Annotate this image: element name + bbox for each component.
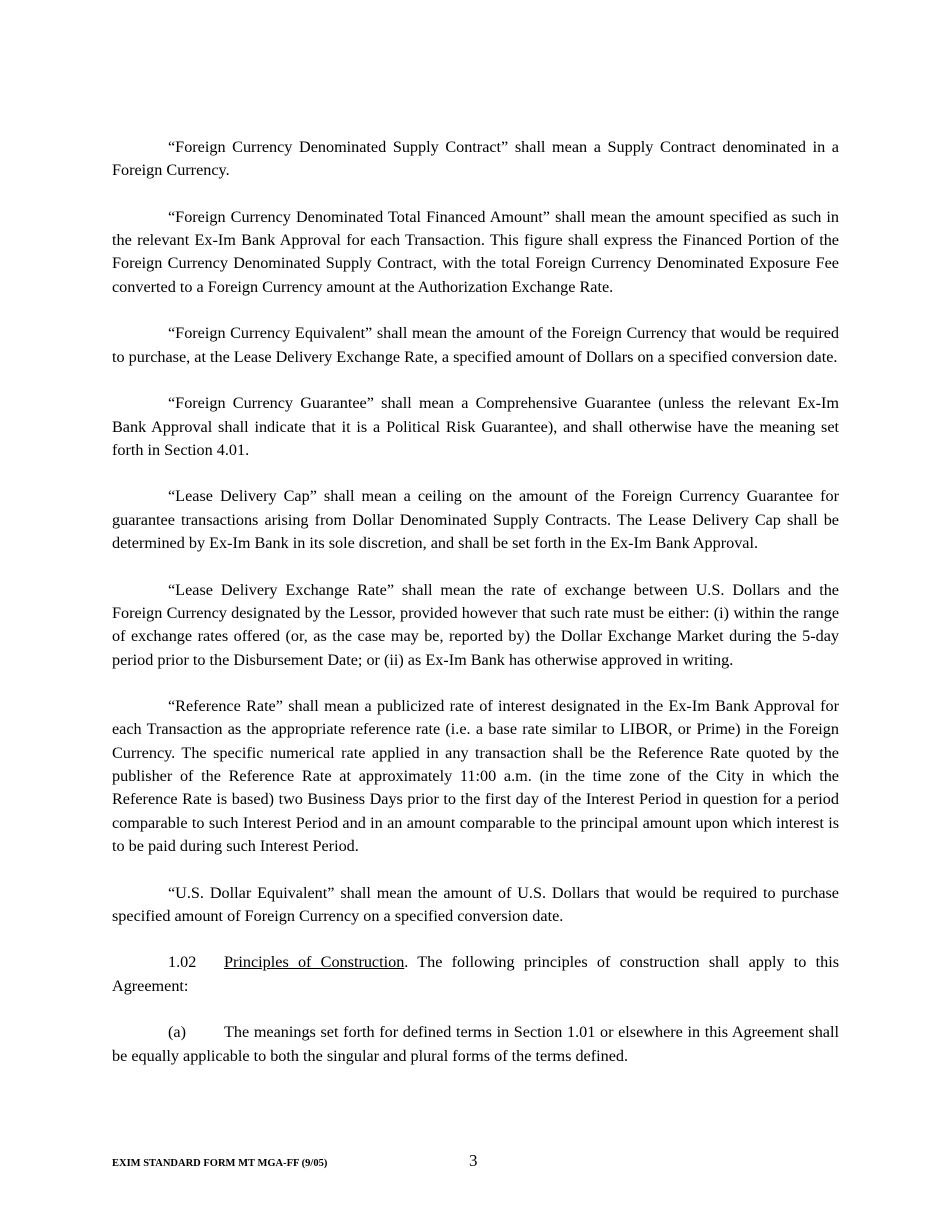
page-number: 3: [469, 1151, 478, 1170]
definition-foreign-currency-denominated-supply-contract: “Foreign Currency Denominated Supply Contract” shall mean a Supply Contract denominated in a Foreign Currency.: [112, 138, 839, 180]
section-1-02: [112, 951, 839, 998]
definition-foreign-currency-equivalent: “Foreign Currency Equivalent” shall mean the amount of the Foreign Currency that would be required to purchase, at the Lease Delivery Exchange Rate, a specified amount of Dollars on a specified conversion date.: [112, 324, 839, 366]
footer-form-label: EXIM STANDARD FORM MT MGA-FF (9/05): [112, 1158, 328, 1169]
section-title: Principles of Construction: [224, 953, 405, 972]
clause-a: [112, 1021, 839, 1068]
section-text: The following principles of construction shall apply to this Agreement:: [112, 953, 839, 995]
section-number: 1.02: [168, 953, 197, 972]
definition-foreign-currency-guarantee: “Foreign Currency Guarantee” shall mean a Comprehensive Guarantee (unless the relevant Ex-Im Bank Approval shall indicate that it is a Political Risk Guarantee), and shall otherwise have the meaning set forth in Section 4.01.: [112, 394, 839, 459]
document-body: [112, 136, 839, 1091]
definition-reference-rate: “Reference Rate” shall mean a publicized rate of interest designated in the Ex-Im Bank Approval for each Transaction as the appropriate reference rate (i.e. a base rate similar to LIBOR, or Prime) in the Foreign Currency. The specific numerical rate applied in any transaction shall be the Reference Rate quoted by the publisher of the Reference Rate at approximately 11:00 a.m. (in the time zone of the City in which the Reference Rate is based) two Business Days prior to the first day of the Interest Period in question for a period comparable to such Interest Period and in an amount comparable to the principal amount upon which interest is to be paid during such Interest Period.: [112, 697, 839, 855]
definition-us-dollar-equivalent: “U.S. Dollar Equivalent” shall mean the amount of U.S. Dollars that would be required to purchase specified amount of Foreign Currency on a specified conversion date.: [112, 883, 839, 925]
definition-foreign-currency-denominated-total-financed-amount: “Foreign Currency Denominated Total Financed Amount” shall mean the amount specified as such in the relevant Ex-Im Bank Approval for each Transaction. This figure shall express the Financed Portion of the Foreign Currency Denominated Supply Contract, with the total Foreign Currency Denominated Exposure Fee converted to a Foreign Currency amount at the Authorization Exchange Rate.: [112, 207, 839, 296]
definition-lease-delivery-cap: “Lease Delivery Cap” shall mean a ceiling on the amount of the Foreign Currency Guarantee for guarantee transactions arising from Dollar Denominated Supply Contracts. The Lease Delivery Cap shall be determined by Ex-Im Bank in its sole discretion, and shall be set forth in the Ex-Im Bank Approval.: [112, 487, 839, 553]
clause-label: (a): [168, 1023, 186, 1042]
clause-text: The meanings set forth for defined terms in Section 1.01 or elsewhere in this Agreement shall be equally applicable to both the singular and plural forms of the terms defined.: [112, 1023, 839, 1065]
definition-lease-delivery-exchange-rate: “Lease Delivery Exchange Rate” shall mean the rate of exchange between U.S. Dollars and the Foreign Currency designated by the Lessor, provided however that such rate must be either: (i) within the range of exchange rates offered (or, as the case may be, reported by) the Dollar Exchange Market during the 5-day period prior to the Disbursement Date; or (ii) as Ex-Im Bank has otherwise approved in writing.: [112, 580, 839, 669]
section-title-period: .: [404, 953, 409, 972]
